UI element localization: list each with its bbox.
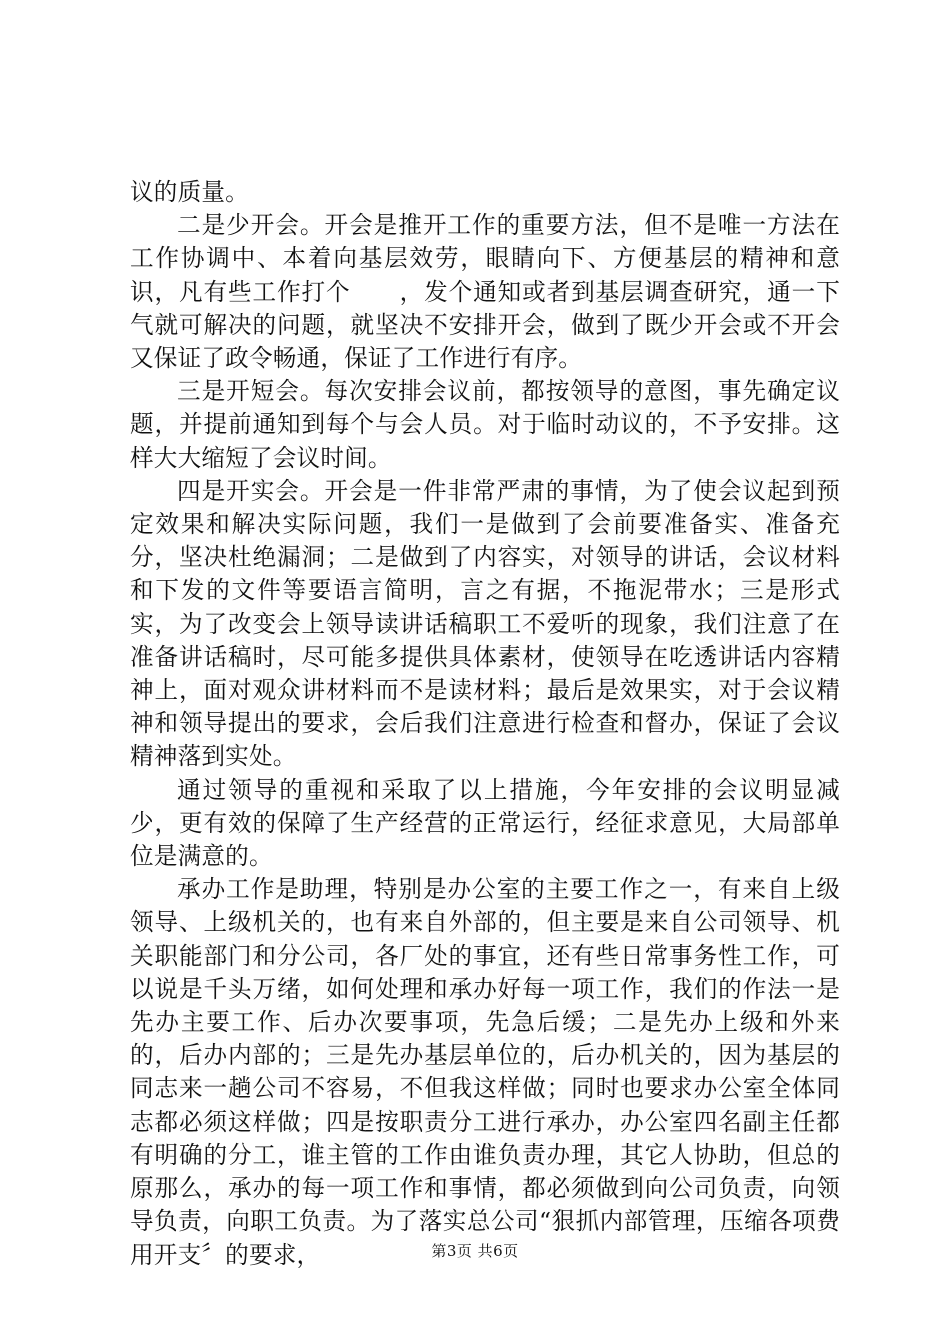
document-body	[130, 176, 840, 1272]
page-footer	[0, 1240, 950, 1261]
paragraph-1: 议的质量。	[130, 178, 249, 206]
paragraph-5: 通过领导的重视和采取了以上措施，今年安排的会议明显减少，更有效的保障了生产经营的正常运行，经征求意见，大局部单位是满意的。	[130, 775, 840, 871]
paragraph-2: 二是少开会。开会是推开工作的重要方法，但不是唯一方法在工作协调中、本着向基层效劳，眼睛向下、方便基层的精神和意识，凡有些工作打个 ，发个通知或者到基层调查研究，通一下气就可解决的问题，就坚决不安排开会，做到了既少开会或不开会又保证了政令畅通，保证了工作进行有序。	[130, 211, 840, 373]
page-number-label: 第3页 共6页	[431, 1242, 519, 1260]
paragraph-6: 承办工作是助理，特别是办公室的主要工作之一，有来自上级领导、上级机关的，也有来自外部的，但主要是来自公司领导、机关职能部门和分公司，各厂处的事宜，还有些日常事务性工作，可以说是千头万绪，如何处理和承办好每一项工作，我们的作法一是先办主要工作、后办次要事项，先急后缓；二是先办上级和外来的，后办内部的；三是先办基层单位的，后办机关的，因为基层的同志来一趟公司不容易，不但我这样做；同时也要求办公室全体同志都必须这样做；四是按职责分工进行承办，办公室四名副主任都有明确的分工，谁主管的工作由谁负责办理，其它人协助，但总的原那么，承办的每一项工作和事情，都必须做到向公司负责，向领导负责，向职工负责。为了落实总公司“狠抓内部管理，压缩各项费用开支〞的要求，	[130, 875, 840, 1269]
paragraph-4: 四是开实会。开会是一件非常严肃的事情，为了使会议起到预定效果和解决实际问题，我们一是做到了会前要准备实、准备充分，坚决杜绝漏洞；二是做到了内容实，对领导的讲话，会议材料和下发的文件等要语言简明，言之有据，不拖泥带水；三是形式实，为了改变会上领导读讲话稿职工不爱听的现象，我们注意了在准备讲话稿时，尽可能多提供具体素材，使领导在吃透讲话内容精神上，面对观众讲材料而不是读材料；最后是效果实，对于会议精神和领导提出的要求，会后我们注意进行检查和督办，保证了会议精神落到实处。	[130, 476, 840, 771]
paragraph-3: 三是开短会。每次安排会议前，都按领导的意图，事先确定议题，并提前通知到每个与会人员。对于临时动议的，不予安排。这样大大缩短了会议时间。	[130, 377, 840, 472]
